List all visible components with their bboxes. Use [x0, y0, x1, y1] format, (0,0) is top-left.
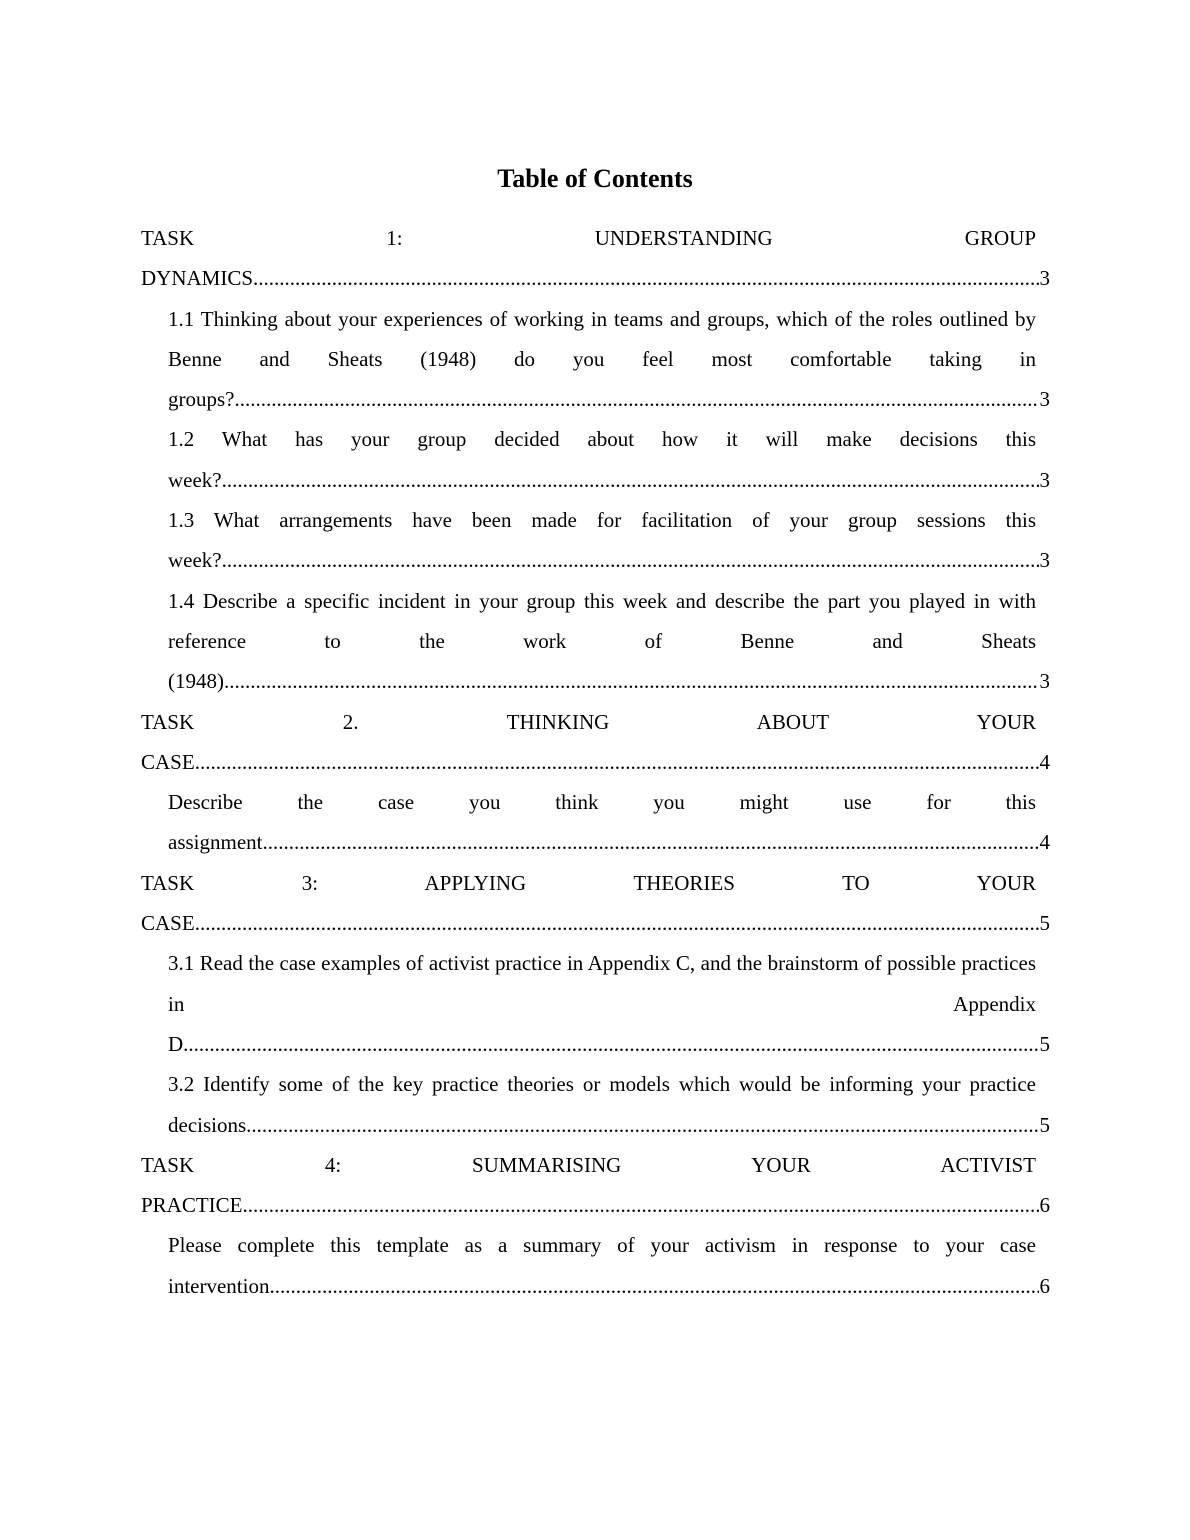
toc-entry-template[interactable] [141, 1225, 1050, 1306]
dot-leader [195, 750, 1050, 774]
toc-entry-page-number: 4 [1039, 742, 1051, 782]
dot-leader [253, 266, 1050, 290]
dot-leader [195, 911, 1050, 935]
toc-entry-text: TASK 2. THINKING ABOUT YOUR CASE [141, 709, 1036, 774]
toc-title: Table of Contents [497, 164, 693, 193]
toc-entry-text: TASK 1: UNDERSTANDING GROUP DYNAMICS [141, 226, 1036, 291]
toc-entry-text: TASK 3: APPLYING THEORIES TO YOUR CASE [141, 870, 1036, 936]
toc-entry-page-number: 3 [1039, 460, 1051, 500]
dot-leader [263, 830, 1051, 854]
toc-entry-page-number: 5 [1039, 1105, 1051, 1145]
toc-entry-1-1[interactable] [141, 299, 1050, 420]
dot-leader [183, 1032, 1050, 1056]
toc-entry-text: 1.2 What has your group decided about how it will make decisions this week? [168, 427, 1036, 492]
toc-entry-text: 1.1 Thinking about your experiences of working in teams and groups, which of the roles outlined by Benne and Sheats (1948) do you feel most comfortable taking in groups? [168, 306, 1036, 412]
toc-entry-text: 1.4 Describe a specific incident in your group this week and describe the part you played in with reference to the work of Benne and Sheats (1948) [168, 588, 1036, 694]
dot-leader [224, 669, 1050, 693]
dot-leader [269, 1274, 1050, 1298]
dot-leader [246, 1113, 1050, 1137]
toc-entry-page-number: 6 [1039, 1266, 1051, 1306]
toc-entry-page-number: 6 [1039, 1185, 1051, 1225]
toc-entry-task-2[interactable] [141, 702, 1050, 783]
toc-entry-page-number: 3 [1039, 258, 1051, 298]
toc-entry-text: Describe the case you think you might use for this assignment [168, 790, 1036, 855]
toc-entry-3-1[interactable] [141, 943, 1050, 1064]
toc-entry-describe-case[interactable] [141, 782, 1050, 863]
toc-entry-text: 3.2 Identify some of the key practice theories or models which would be informing your practice decisions [168, 1072, 1036, 1137]
dot-leader [222, 468, 1050, 492]
toc-entry-text: TASK 4: SUMMARISING YOUR ACTIVIST PRACTICE [141, 1152, 1036, 1218]
toc-entry-text: Please complete this template as a summary of your activism in response to your case intervention [168, 1233, 1036, 1298]
toc-entry-text: 1.3 What arrangements have been made for facilitation of your group sessions this week? [168, 508, 1036, 573]
dot-leader [243, 1193, 1050, 1217]
toc-entry-task-3[interactable] [141, 863, 1050, 944]
toc-entry-3-2[interactable] [141, 1064, 1050, 1145]
toc-entry-page-number: 5 [1039, 903, 1051, 943]
toc-entry-page-number: 3 [1039, 379, 1051, 419]
table-of-contents [141, 218, 1050, 1306]
dot-leader [222, 548, 1050, 572]
toc-entry-1-4[interactable] [141, 581, 1050, 702]
toc-entry-page-number: 5 [1039, 1024, 1051, 1064]
toc-entry-page-number: 3 [1039, 661, 1051, 701]
toc-entry-page-number: 4 [1039, 822, 1051, 862]
toc-entry-1-2[interactable] [141, 419, 1050, 500]
toc-entry-task-4[interactable] [141, 1145, 1050, 1226]
dot-leader [235, 387, 1051, 411]
toc-entry-text: 3.1 Read the case examples of activist practice in Appendix C, and the brainstorm of possible practices in Appendix D [168, 951, 1036, 1056]
toc-entry-page-number: 3 [1039, 540, 1051, 580]
toc-entry-task-1[interactable] [141, 218, 1050, 299]
toc-entry-1-3[interactable] [141, 500, 1050, 581]
